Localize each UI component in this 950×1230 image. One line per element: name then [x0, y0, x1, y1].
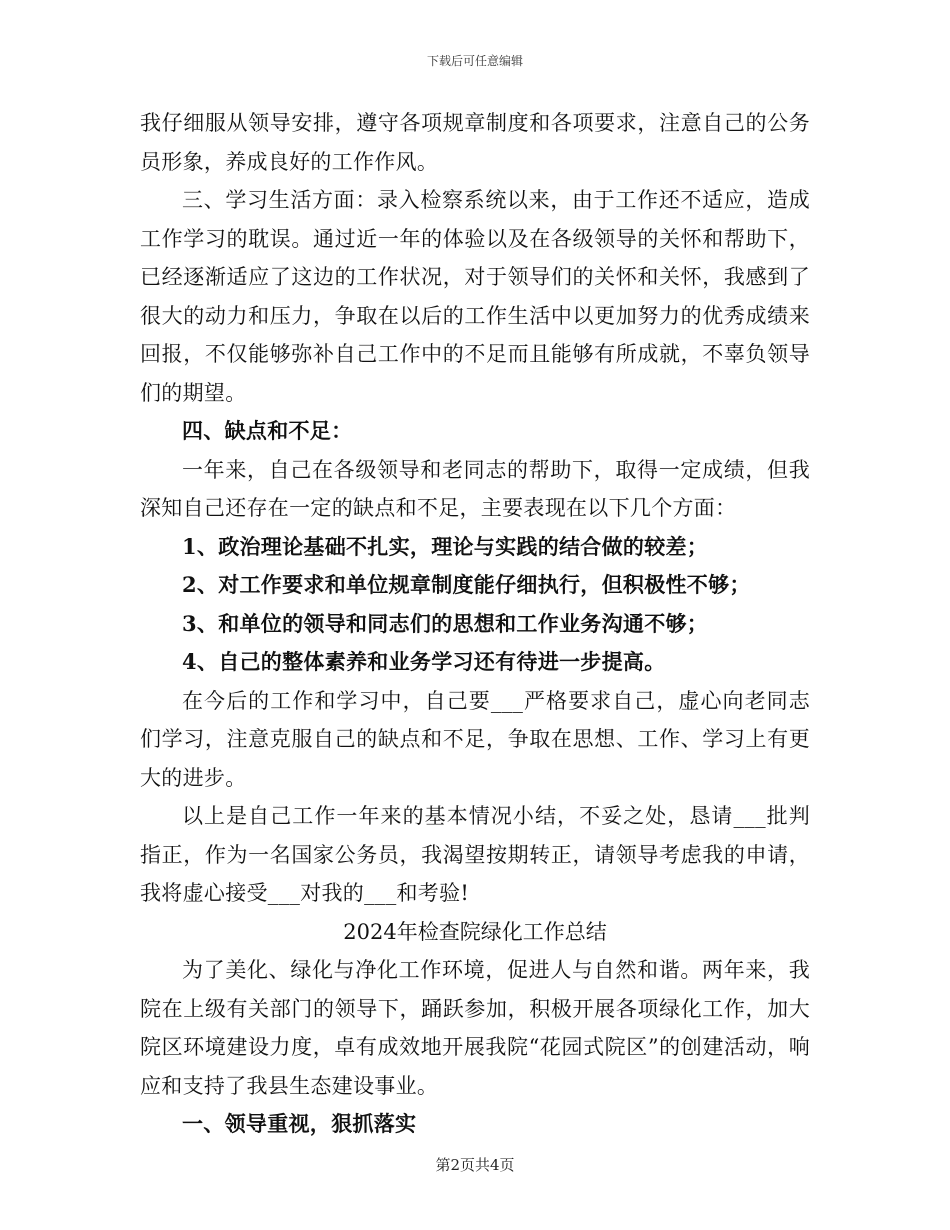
paragraph-study-life: 三、学习生活方面：录入检察系统以来，由于工作还不适应，造成工作学习的耽误。通过近一年的体验以及在各级领导的关怀和帮助下，已经逐渐适应了这边的工作状况，对于领导们的关怀和关怀，我感到了很大的动力和压力，争取在以后的工作生活中以更加努力的优秀成绩来回报，不仅能够弥补自己工作中的不足而且能够有所成就，不辜负领导们的期望。: [140, 188, 810, 405]
paragraph-work-attitude: 我仔细服从领导安排，遵守各项规章制度和各项要求，注意自己的公务员形象，养成良好的工作作风。: [140, 111, 810, 174]
list-item-shortcoming-3: 3、和单位的领导和同志们的思想和工作业务沟通不够；: [182, 610, 709, 636]
section-heading-shortcomings: 四、缺点和不足：: [182, 418, 353, 443]
paragraph-shortcomings-intro: 一年来，自己在各级领导和老同志的帮助下，取得一定成绩，但我深知自己还存在一定的缺点和不足，主要表现在以下几个方面：: [140, 457, 810, 520]
paragraph-conclusion: 以上是自己工作一年来的基本情况小结，不妥之处，恳请___批判指正，作为一名国家公务员，我渴望按期转正，请领导考虑我的申请，我将虚心接受___对我的___和考验!: [140, 804, 810, 905]
section-heading-leadership: 一、领导重视，狠抓落实: [182, 1111, 417, 1136]
document-title: 2024年检查院绿化工作总结: [343, 919, 607, 944]
list-item-shortcoming-4: 4、自己的整体素养和业务学习还有待进一步提高。: [182, 649, 666, 674]
list-item-shortcoming-1: 1、政治理论基础不扎实，理论与实践的结合做的较差；: [182, 533, 709, 559]
paragraph-greening-intro: 为了美化、绿化与净化工作环境，促进人与自然和谐。两年来，我院在上级有关部门的领导下，踊跃参加，积极开展各项绿化工作，加大院区环境建设力度，卓有成效地开展我院“花园式院区”的创建活动，响应和支持了我县生态建设事业。: [140, 958, 810, 1098]
paragraph-future-plan: 在今后的工作和学习中，自己要___严格要求自己，虚心向老同志们学习，注意克服自己的缺点和不足，争取在思想、工作、学习上有更大的进步。: [140, 688, 810, 790]
list-item-shortcoming-2: 2、对工作要求和单位规章制度能仔细执行，但积极性不够；: [182, 572, 751, 597]
page-number: 第2页共4页: [435, 1156, 515, 1174]
document-body: [140, 104, 810, 1144]
download-note: 下载后可任意编辑: [426, 54, 523, 68]
